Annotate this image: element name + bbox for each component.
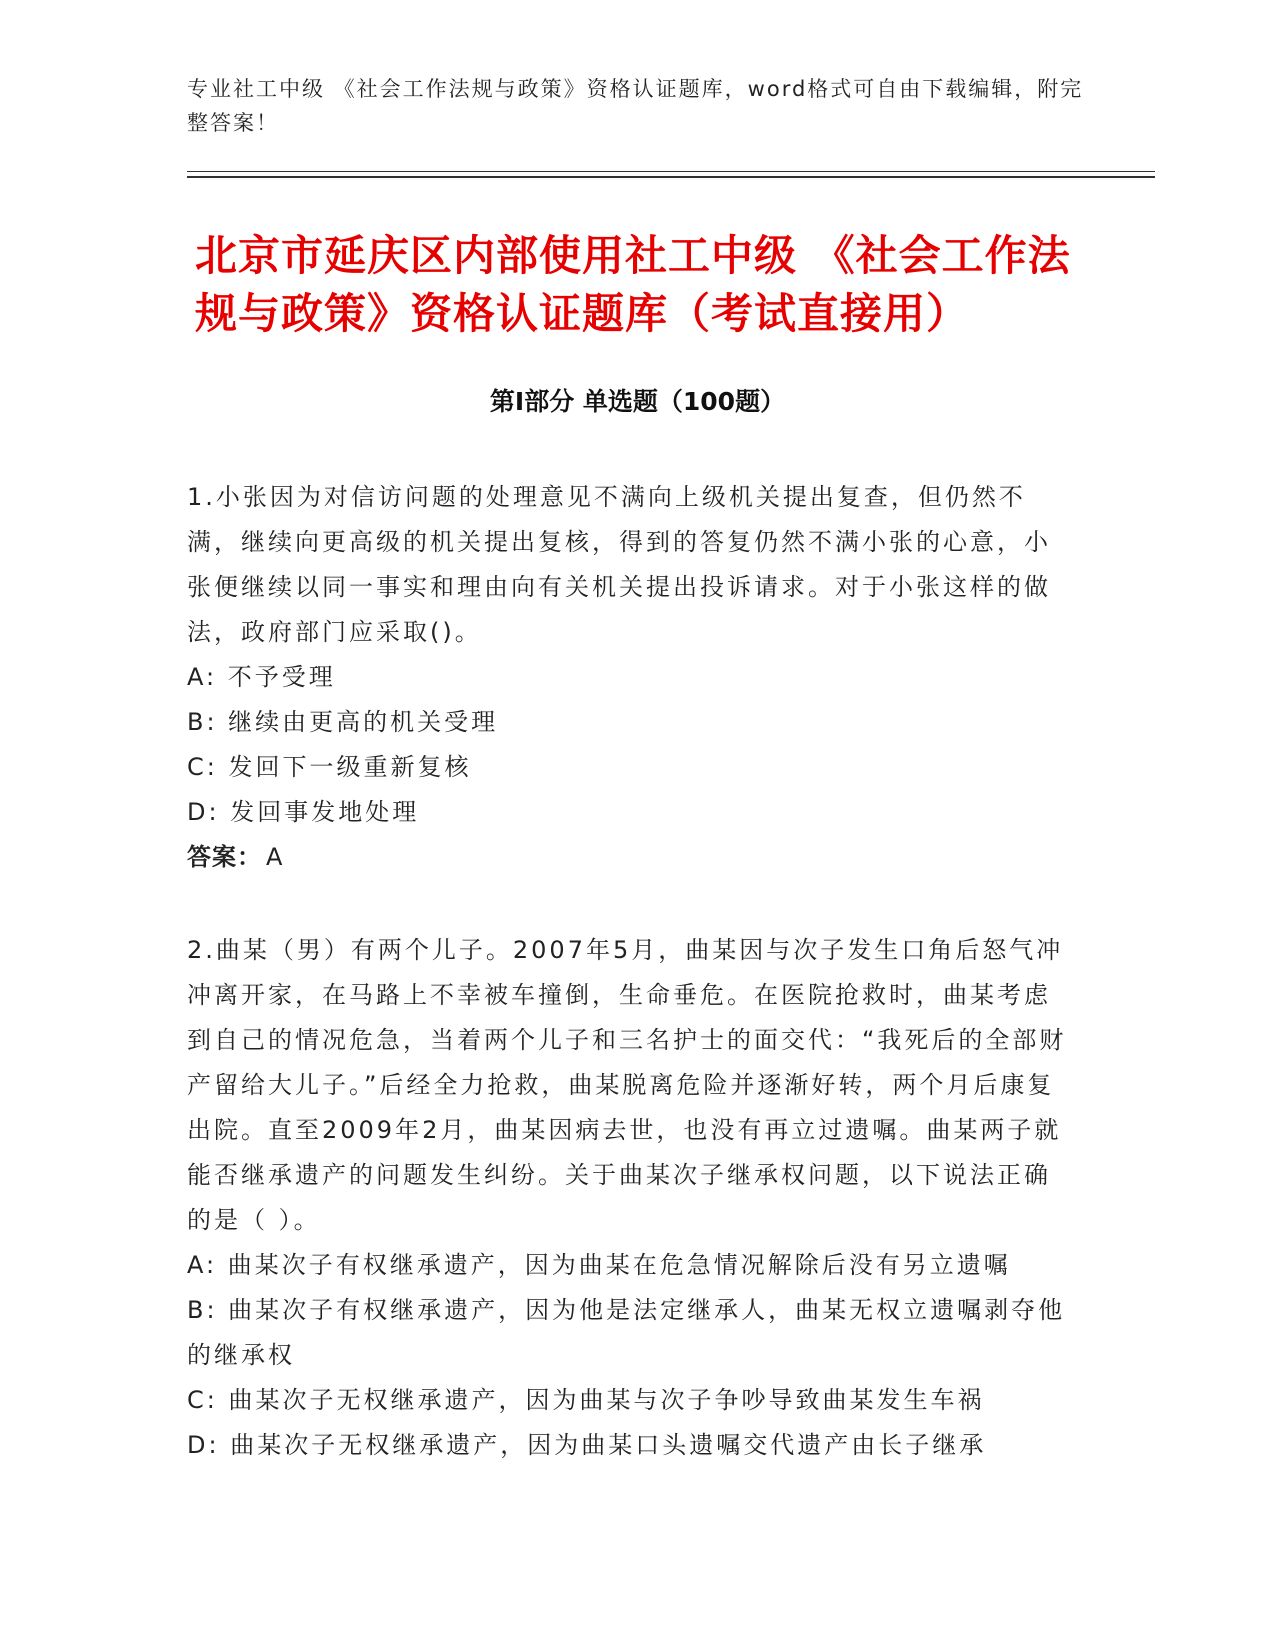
question-1 bbox=[187, 475, 1067, 880]
option-c: C: 曲某次子无权继承遗产，因为曲某与次子争吵导致曲某发生车祸 bbox=[187, 1386, 985, 1414]
answer-label: 答案： bbox=[187, 843, 262, 871]
option-c: C: 发回下一级重新复核 bbox=[187, 753, 472, 781]
question-stem: 1.小张因为对信访问题的处理意见不满向上级机关提出复查，但仍然不满，继续向更高级的机关提出复核，得到的答复仍然不满小张的心意，小张便继续以同一事实和理由向有关机关提出投诉请求。对于小张这样的做法，政府部门应采取()。 bbox=[187, 483, 1051, 646]
option-b: B: 曲某次子有权继承遗产，因为他是法定继承人，曲某无权立遗嘱剥夺他的继承权 bbox=[187, 1296, 1066, 1369]
section-title: 第Ⅰ部分 单选题（100题） bbox=[489, 387, 786, 416]
question-stem: 2.曲某（男）有两个儿子。2007年5月，曲某因与次子发生口角后怒气冲冲离开家，在马路上不幸被车撞倒，生命垂危。在医院抢救时，曲某考虑到自己的情况危急，当着两个儿子和三名护士的面交代：“我死后的全部财产留给大儿子。”后经全力抢救，曲某脱离危险并逐渐好转，两个月后康复出院。直至2009年2月，曲某因病去世，也没有再立过遗嘱。曲某两子就能否继承遗产的问题发生纠纷。关于曲某次子继承权问题，以下说法正确的是（ ）。 bbox=[187, 936, 1067, 1234]
option-d: D: 发回事发地处理 bbox=[187, 798, 420, 826]
header-divider-thick bbox=[187, 176, 1155, 178]
answer-value: A bbox=[266, 843, 284, 871]
option-b: B: 继续由更高的机关受理 bbox=[187, 708, 499, 736]
option-a: A: 曲某次子有权继承遗产，因为曲某在危急情况解除后没有另立遗嘱 bbox=[187, 1251, 1011, 1279]
option-a: A: 不予受理 bbox=[187, 663, 336, 691]
answer bbox=[187, 835, 1067, 880]
header-note: 专业社工中级 《社会工作法规与政策》资格认证题库，word格式可自由下载编辑，附完整答案！ bbox=[187, 77, 1084, 135]
document-title: 北京市延庆区内部使用社工中级 《社会工作法规与政策》资格认证题库（考试直接用） bbox=[195, 231, 1071, 338]
question-2 bbox=[187, 928, 1067, 1468]
option-d: D: 曲某次子无权继承遗产，因为曲某口头遗嘱交代遗产由长子继承 bbox=[187, 1431, 987, 1459]
header-divider-thin bbox=[187, 171, 1155, 172]
